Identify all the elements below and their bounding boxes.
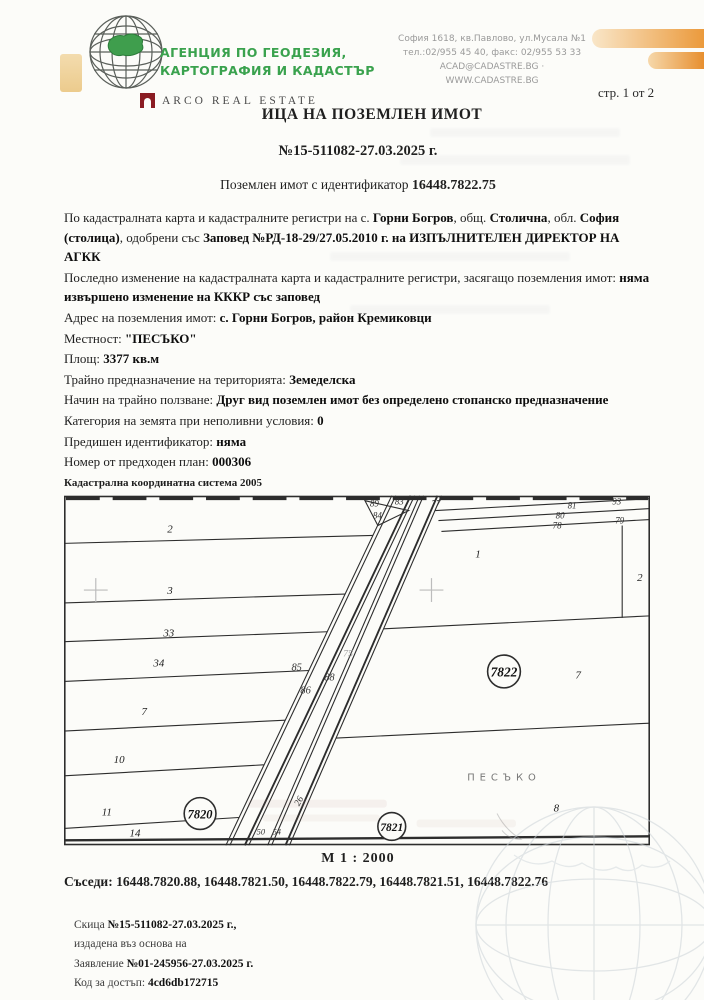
- parcel-label: 7: [141, 706, 147, 719]
- arco-stamp-text: ARCO REAL ESTATE: [162, 94, 318, 107]
- paragraph-cadastral-approval: По кадастралната карта и кадастралните регистри на с. Горни Богров, общ. Столична, обл. София (столица), одобрени със Заповед №РД-18-29/27.05.2010 г. на ИЗПЪЛНИТЕЛЕН ДИРЕКТОР НА АГКК: [64, 210, 620, 265]
- map-scale-label: М 1 : 2000: [321, 851, 395, 867]
- point-number: 54: [272, 826, 282, 837]
- locality-name-on-map: ПЕСЪКО: [467, 773, 541, 785]
- point-number: 50: [256, 826, 266, 837]
- parcel-label: 3: [167, 585, 173, 598]
- paragraph-permanent-use: Начин на трайно ползване: Друг вид поземлен имот без определено стопанско предназначение: [64, 392, 609, 408]
- subject-parcel-number: 7822: [490, 664, 518, 680]
- paragraph-locality: Местност: "ПЕСЪКО": [64, 330, 197, 346]
- header-orange-swoosh-bottom: [648, 52, 704, 69]
- identifier-prefix: Поземлен имот с идентификатор: [220, 177, 412, 192]
- coordinate-system-label: Кадастрална координатна система 2005: [64, 476, 262, 489]
- access-code-line: Код за достъп: 4cd6db172715: [74, 977, 219, 989]
- point-number: 88: [324, 672, 335, 684]
- neighbors-label: Съседи:: [64, 873, 117, 889]
- point-number: 75: [343, 648, 354, 660]
- parcel-label: 7: [575, 669, 581, 682]
- agency-address-line3: ACAD@CADASTRE.BG · WWW.CADASTRE.BG: [439, 61, 545, 86]
- agency-name-line1: АГЕНЦИЯ ПО ГЕОДЕЗИЯ,: [160, 45, 347, 60]
- bleedthrough-smudge: [430, 128, 620, 137]
- sketch-number-line: Скица №15-511082-27.03.2025 г.,: [74, 918, 237, 931]
- document-title: ИЦА НА ПОЗЕМЛЕН ИМОТ: [261, 106, 483, 123]
- paragraph-last-amendment: Последно изменение на кадастралната карта и кадастралните регистри, засягащо поземления имот: няма извършено изменение на КККР със заповед: [64, 269, 650, 305]
- neighbors-list: 16448.7820.88, 16448.7821.50, 16448.7822.79, 16448.7821.51, 16448.7822.76: [116, 873, 549, 889]
- grid-cross-icon: [84, 578, 444, 602]
- application-number-line: Заявление №01-245956-27.03.2025 г.: [74, 957, 254, 970]
- parcel-label: 1: [475, 548, 481, 561]
- point-number: 86: [300, 685, 311, 697]
- agency-name: [160, 44, 380, 80]
- parcel-identifier-line: [65, 177, 651, 194]
- point-number: 77: [431, 498, 441, 509]
- point-number: 85: [291, 662, 302, 674]
- bulgaria-map-shape: [108, 34, 143, 56]
- parcel-label: 2: [167, 523, 173, 536]
- parcel-label: 10: [113, 754, 125, 767]
- globe-watermark: [444, 795, 704, 1000]
- point-number: 89: [369, 498, 379, 509]
- issued-basis-line: издадена въз основа на: [74, 938, 187, 950]
- parcel-identifier: 16448.7822.75: [411, 178, 496, 193]
- parcel-label: 33: [163, 628, 175, 641]
- cadastral-map: [64, 495, 650, 846]
- parcel-label: 11: [101, 806, 112, 819]
- point-number: 78: [552, 520, 562, 531]
- page-indicator: стр. 1 от 2: [598, 85, 655, 100]
- neighbor-parcel-number: 7821: [380, 822, 404, 835]
- agency-address-line2: тел.:02/955 45 40, факс: 02/955 53 33: [402, 47, 582, 58]
- header-orange-swoosh-top: [592, 29, 704, 48]
- parcel-label: 8: [553, 802, 560, 815]
- paragraph-previous-plan-number: Номер от предходен план: 000306: [64, 454, 252, 470]
- parcel-label: 14: [129, 827, 141, 840]
- point-number: 81: [567, 500, 577, 511]
- agency-name-line2: КАРТОГРАФИЯ И КАДАСТЪР: [160, 63, 375, 79]
- neighbor-parcel-number: 7820: [187, 807, 213, 822]
- paragraph-land-category: Категория на земята при неполивни условия: 0: [64, 412, 324, 428]
- parcel-label: 2: [637, 572, 643, 585]
- point-number: 93: [612, 496, 622, 507]
- point-number: 84: [372, 510, 382, 521]
- parcel-label: 34: [153, 657, 165, 670]
- paragraph-previous-identifier: Предишен идентификатор: няма: [64, 433, 247, 449]
- agency-address-line1: София 1618, кв.Павлово, ул.Мусала №1: [398, 34, 586, 44]
- point-number: 80: [555, 510, 565, 521]
- point-number: 26: [292, 795, 307, 809]
- paragraph-territory-purpose: Трайно предназначение на територията: Земеделска: [64, 371, 356, 387]
- paragraph-address: Адрес на поземления имот: с. Горни Богров, район Кремиковци: [64, 309, 432, 325]
- point-number: 83: [394, 496, 404, 507]
- agency-address: [392, 33, 592, 89]
- point-number: 79: [615, 515, 625, 526]
- bleedthrough-smudge: [400, 155, 630, 165]
- paragraph-area: Площ: 3377 кв.м: [64, 351, 160, 367]
- document-number: №15-511082-27.03.2025 г.: [278, 143, 438, 159]
